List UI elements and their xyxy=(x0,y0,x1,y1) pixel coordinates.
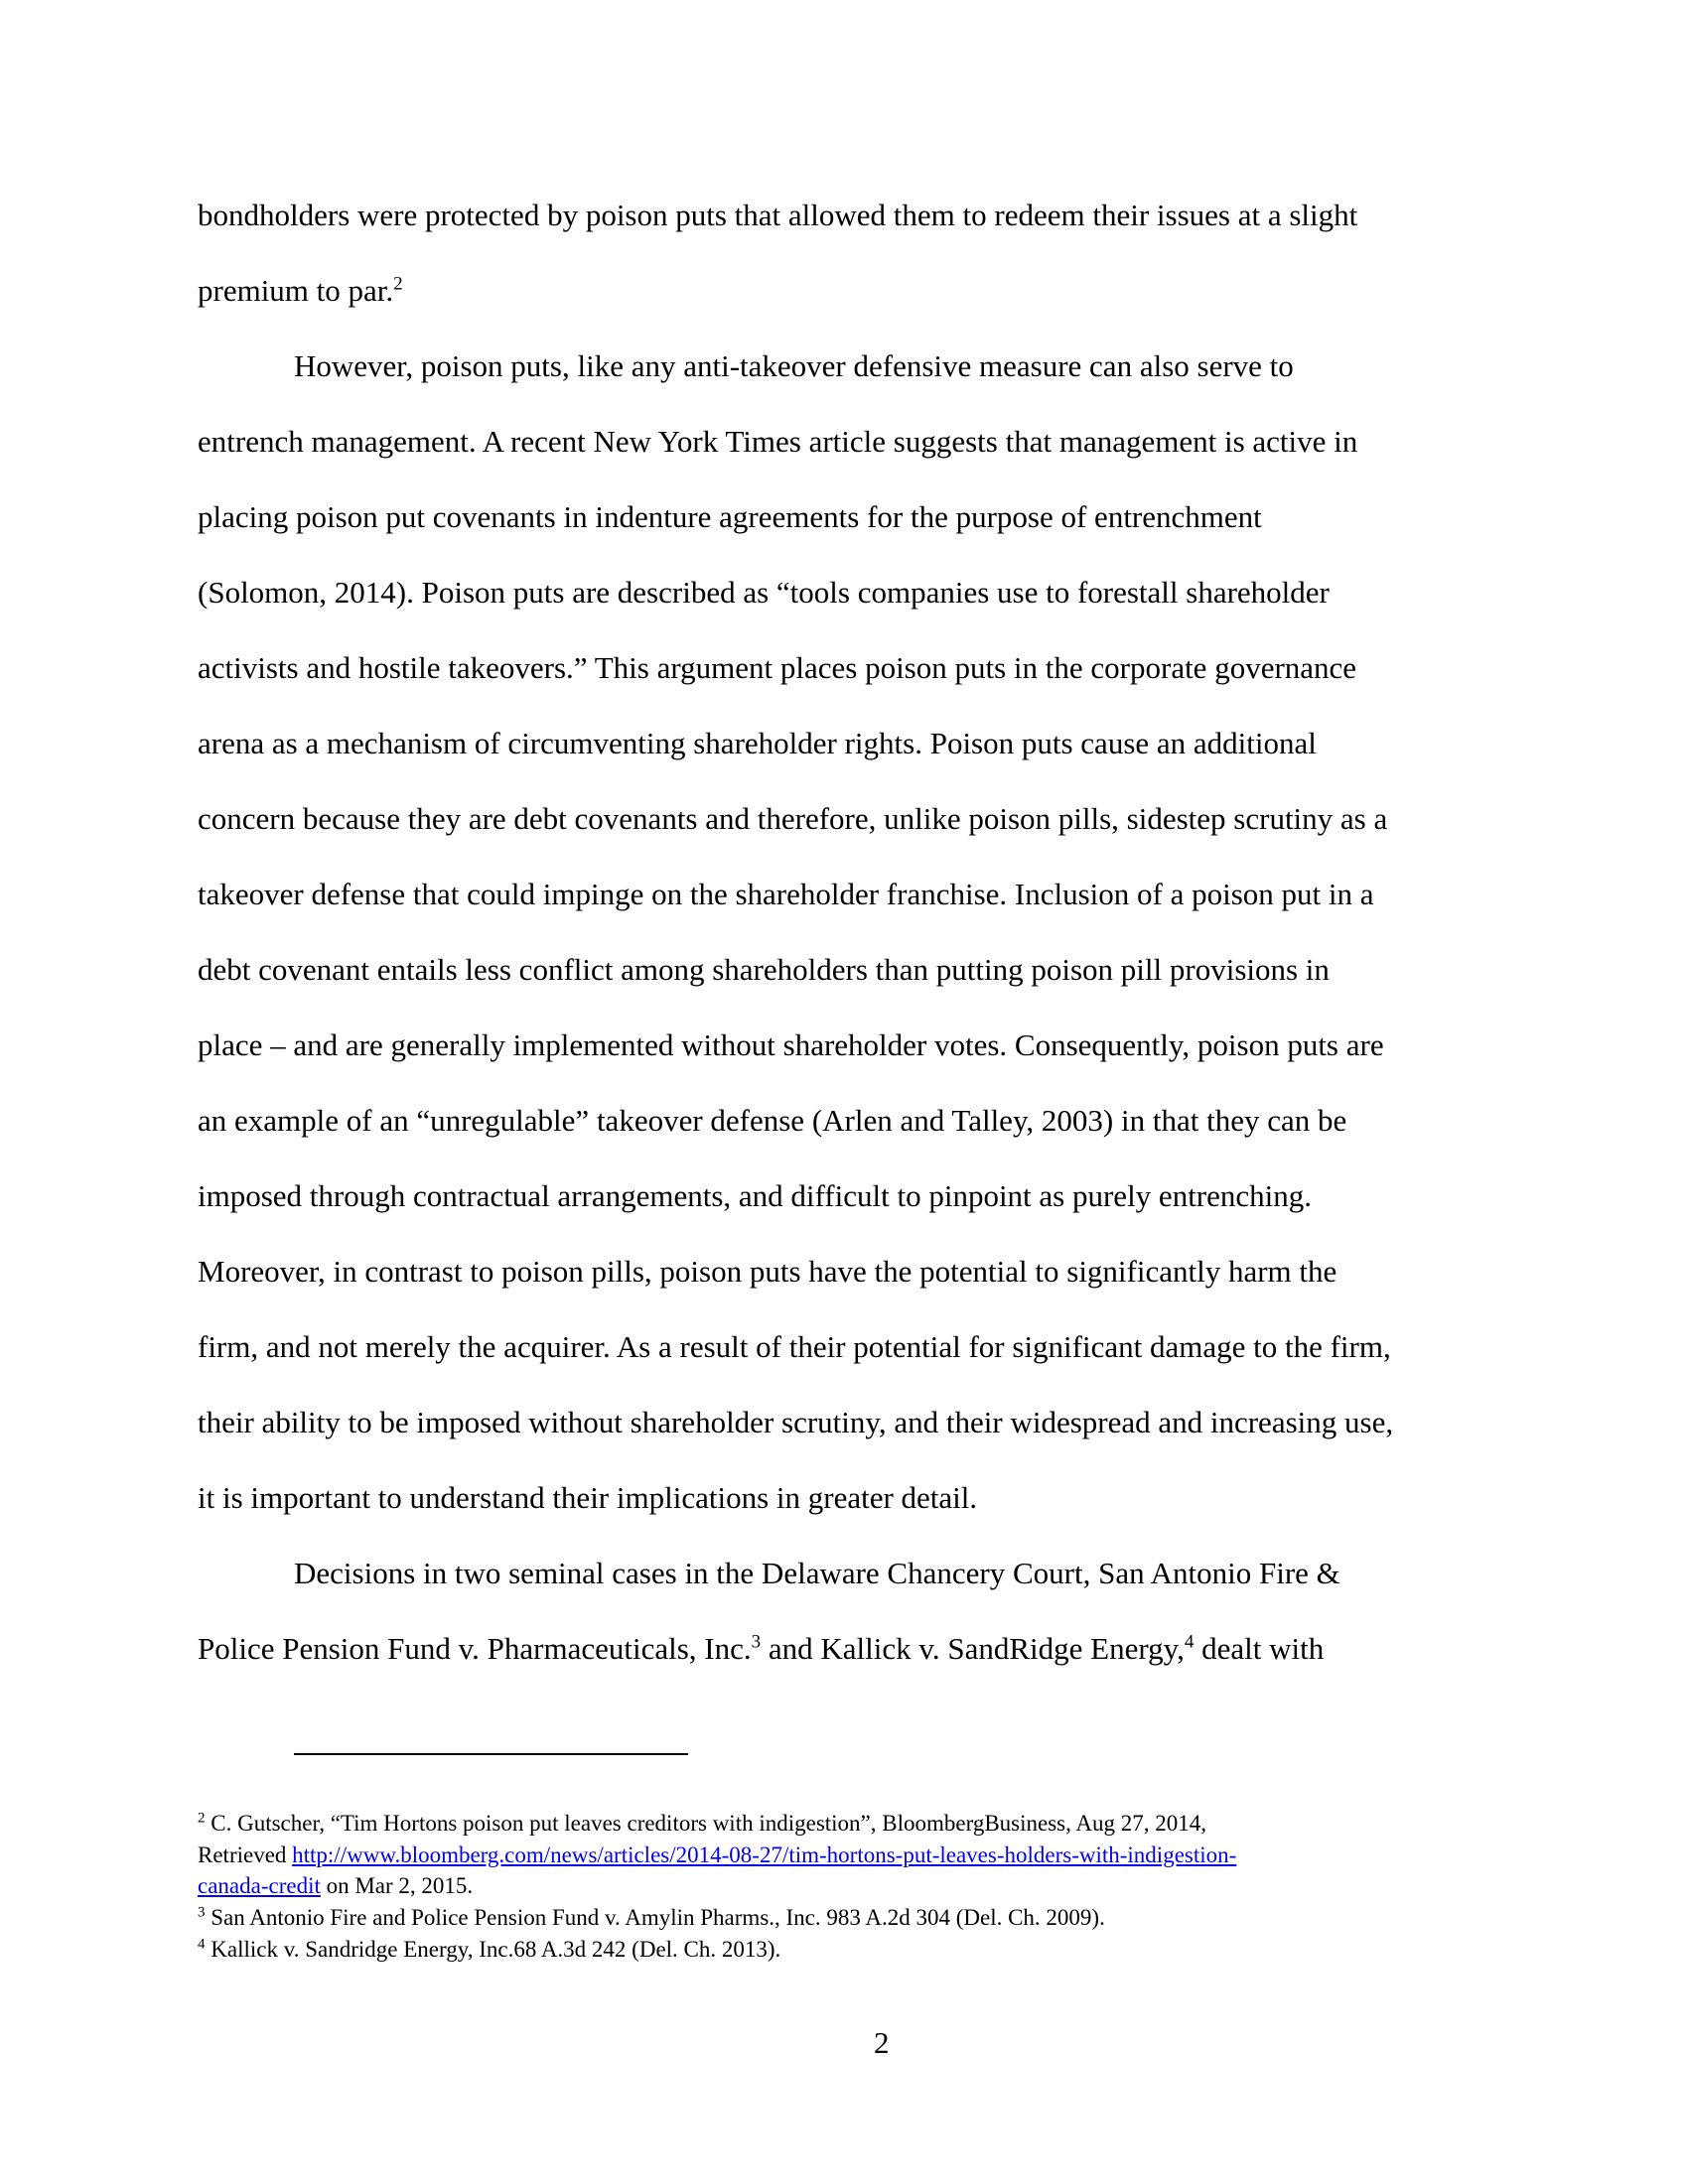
text-line xyxy=(198,329,1488,404)
body-text xyxy=(198,178,1488,1687)
line-text: Moreover, in contrast to poison pills, poison puts have the potential to significantly harm the xyxy=(198,1254,1337,1289)
text-line xyxy=(198,1460,1488,1536)
line-text: arena as a mechanism of circumventing shareholder rights. Poison puts cause an additional xyxy=(198,726,1317,760)
text-line xyxy=(198,1611,1488,1687)
footnote-number: 3 xyxy=(198,1904,206,1921)
text-line xyxy=(198,1536,1488,1611)
line-text: firm, and not merely the acquirer. As a result of their potential for significant damage to the firm, xyxy=(198,1329,1391,1364)
line-text: imposed through contractual arrangements, and difficult to pinpoint as purely entrenching. xyxy=(198,1178,1313,1213)
bloomberg-link[interactable]: http://www.bloomberg.com/news/articles/2014-08-27/tim-hortons-put-leaves-holders-with-indigestion- xyxy=(292,1842,1237,1867)
line-text: entrench management. A recent New York Times article suggests that management is active in xyxy=(198,424,1358,459)
text-line xyxy=(198,1159,1488,1234)
line-text: activists and hostile takeovers.” This argument places poison puts in the corporate governance xyxy=(198,650,1357,685)
footnote-text: on Mar 2, 2015. xyxy=(320,1873,474,1899)
text-line xyxy=(198,253,1488,329)
line-text: debt covenant entails less conflict among shareholders than putting poison pill provisions in xyxy=(198,952,1330,987)
line-text: their ability to be imposed without shareholder scrutiny, and their widespread and increasing use, xyxy=(198,1405,1394,1439)
line-text: bondholders were protected by poison puts that allowed them to redeem their issues at a slight xyxy=(198,198,1358,232)
footnote-number: 4 xyxy=(198,1936,206,1953)
line-text: placing poison put covenants in indenture agreements for the purpose of entrenchment xyxy=(198,499,1262,534)
footnotes xyxy=(198,1808,1488,1966)
footnote-ref: 3 xyxy=(751,1631,762,1653)
line-text: Decisions in two seminal cases in the Delaware Chancery Court, San Antonio Fire & xyxy=(294,1556,1340,1590)
text-line xyxy=(198,857,1488,932)
text-line xyxy=(198,630,1488,706)
text-line xyxy=(198,404,1488,479)
text-line xyxy=(198,1008,1488,1083)
footnote-text: Kallick v. Sandridge Energy, Inc.68 A.3d 242 (Del. Ch. 2013). xyxy=(205,1936,781,1962)
line-text: an example of an “unregulable” takeover defense (Arlen and Talley, 2003) in that they can be xyxy=(198,1103,1347,1138)
text-line xyxy=(198,479,1488,555)
footnote-3 xyxy=(198,1902,1488,1934)
footnote-text: Retrieved xyxy=(198,1842,293,1867)
footnote-number: 2 xyxy=(198,1810,206,1827)
text-line xyxy=(198,932,1488,1008)
line-text: premium to par. xyxy=(198,273,394,308)
text-line xyxy=(198,1385,1488,1460)
line-text: it is important to understand their implications in greater detail. xyxy=(198,1480,978,1515)
footnote-2-line2 xyxy=(198,1840,1488,1871)
line-text: takeover defense that could impinge on the shareholder franchise. Inclusion of a poison put in a xyxy=(198,877,1374,911)
line-text: Police Pension Fund v. Pharmaceuticals, Inc. xyxy=(198,1631,752,1666)
bloomberg-link-continued[interactable]: canada-credit xyxy=(198,1873,321,1899)
footnote-4 xyxy=(198,1934,1488,1966)
footnote-ref: 4 xyxy=(1184,1631,1195,1653)
footnote-ref: 2 xyxy=(393,273,403,295)
footnote-2 xyxy=(198,1808,1488,1840)
text-line xyxy=(198,555,1488,630)
text-line xyxy=(198,781,1488,857)
text-line xyxy=(198,178,1488,253)
footnote-2-line3 xyxy=(198,1870,1488,1902)
line-text: dealt with xyxy=(1194,1631,1325,1666)
line-text: place – and are generally implemented without shareholder votes. Consequently, poison puts are xyxy=(198,1027,1384,1062)
footnote-text: San Antonio Fire and Police Pension Fund v. Amylin Pharms., Inc. 983 A.2d 304 (Del. Ch. 2009). xyxy=(205,1905,1105,1931)
page-number: 2 xyxy=(874,2025,890,2060)
text-line xyxy=(198,706,1488,781)
footnote-separator xyxy=(294,1753,688,1755)
line-text: However, poison puts, like any anti-takeover defensive measure can also serve to xyxy=(294,348,1294,383)
text-line xyxy=(198,1083,1488,1159)
text-line xyxy=(198,1309,1488,1385)
line-text: (Solomon, 2014). Poison puts are described as “tools companies use to forestall shareholder xyxy=(198,575,1330,610)
line-text: concern because they are debt covenants and therefore, unlike poison pills, sidestep scrutiny as a xyxy=(198,801,1388,836)
footnote-text: C. Gutscher, “Tim Hortons poison put leaves creditors with indigestion”, BloombergBusiness, Aug 27, 2014, xyxy=(205,1811,1206,1836)
text-line xyxy=(198,1234,1488,1309)
line-text: and Kallick v. SandRidge Energy, xyxy=(761,1631,1185,1666)
